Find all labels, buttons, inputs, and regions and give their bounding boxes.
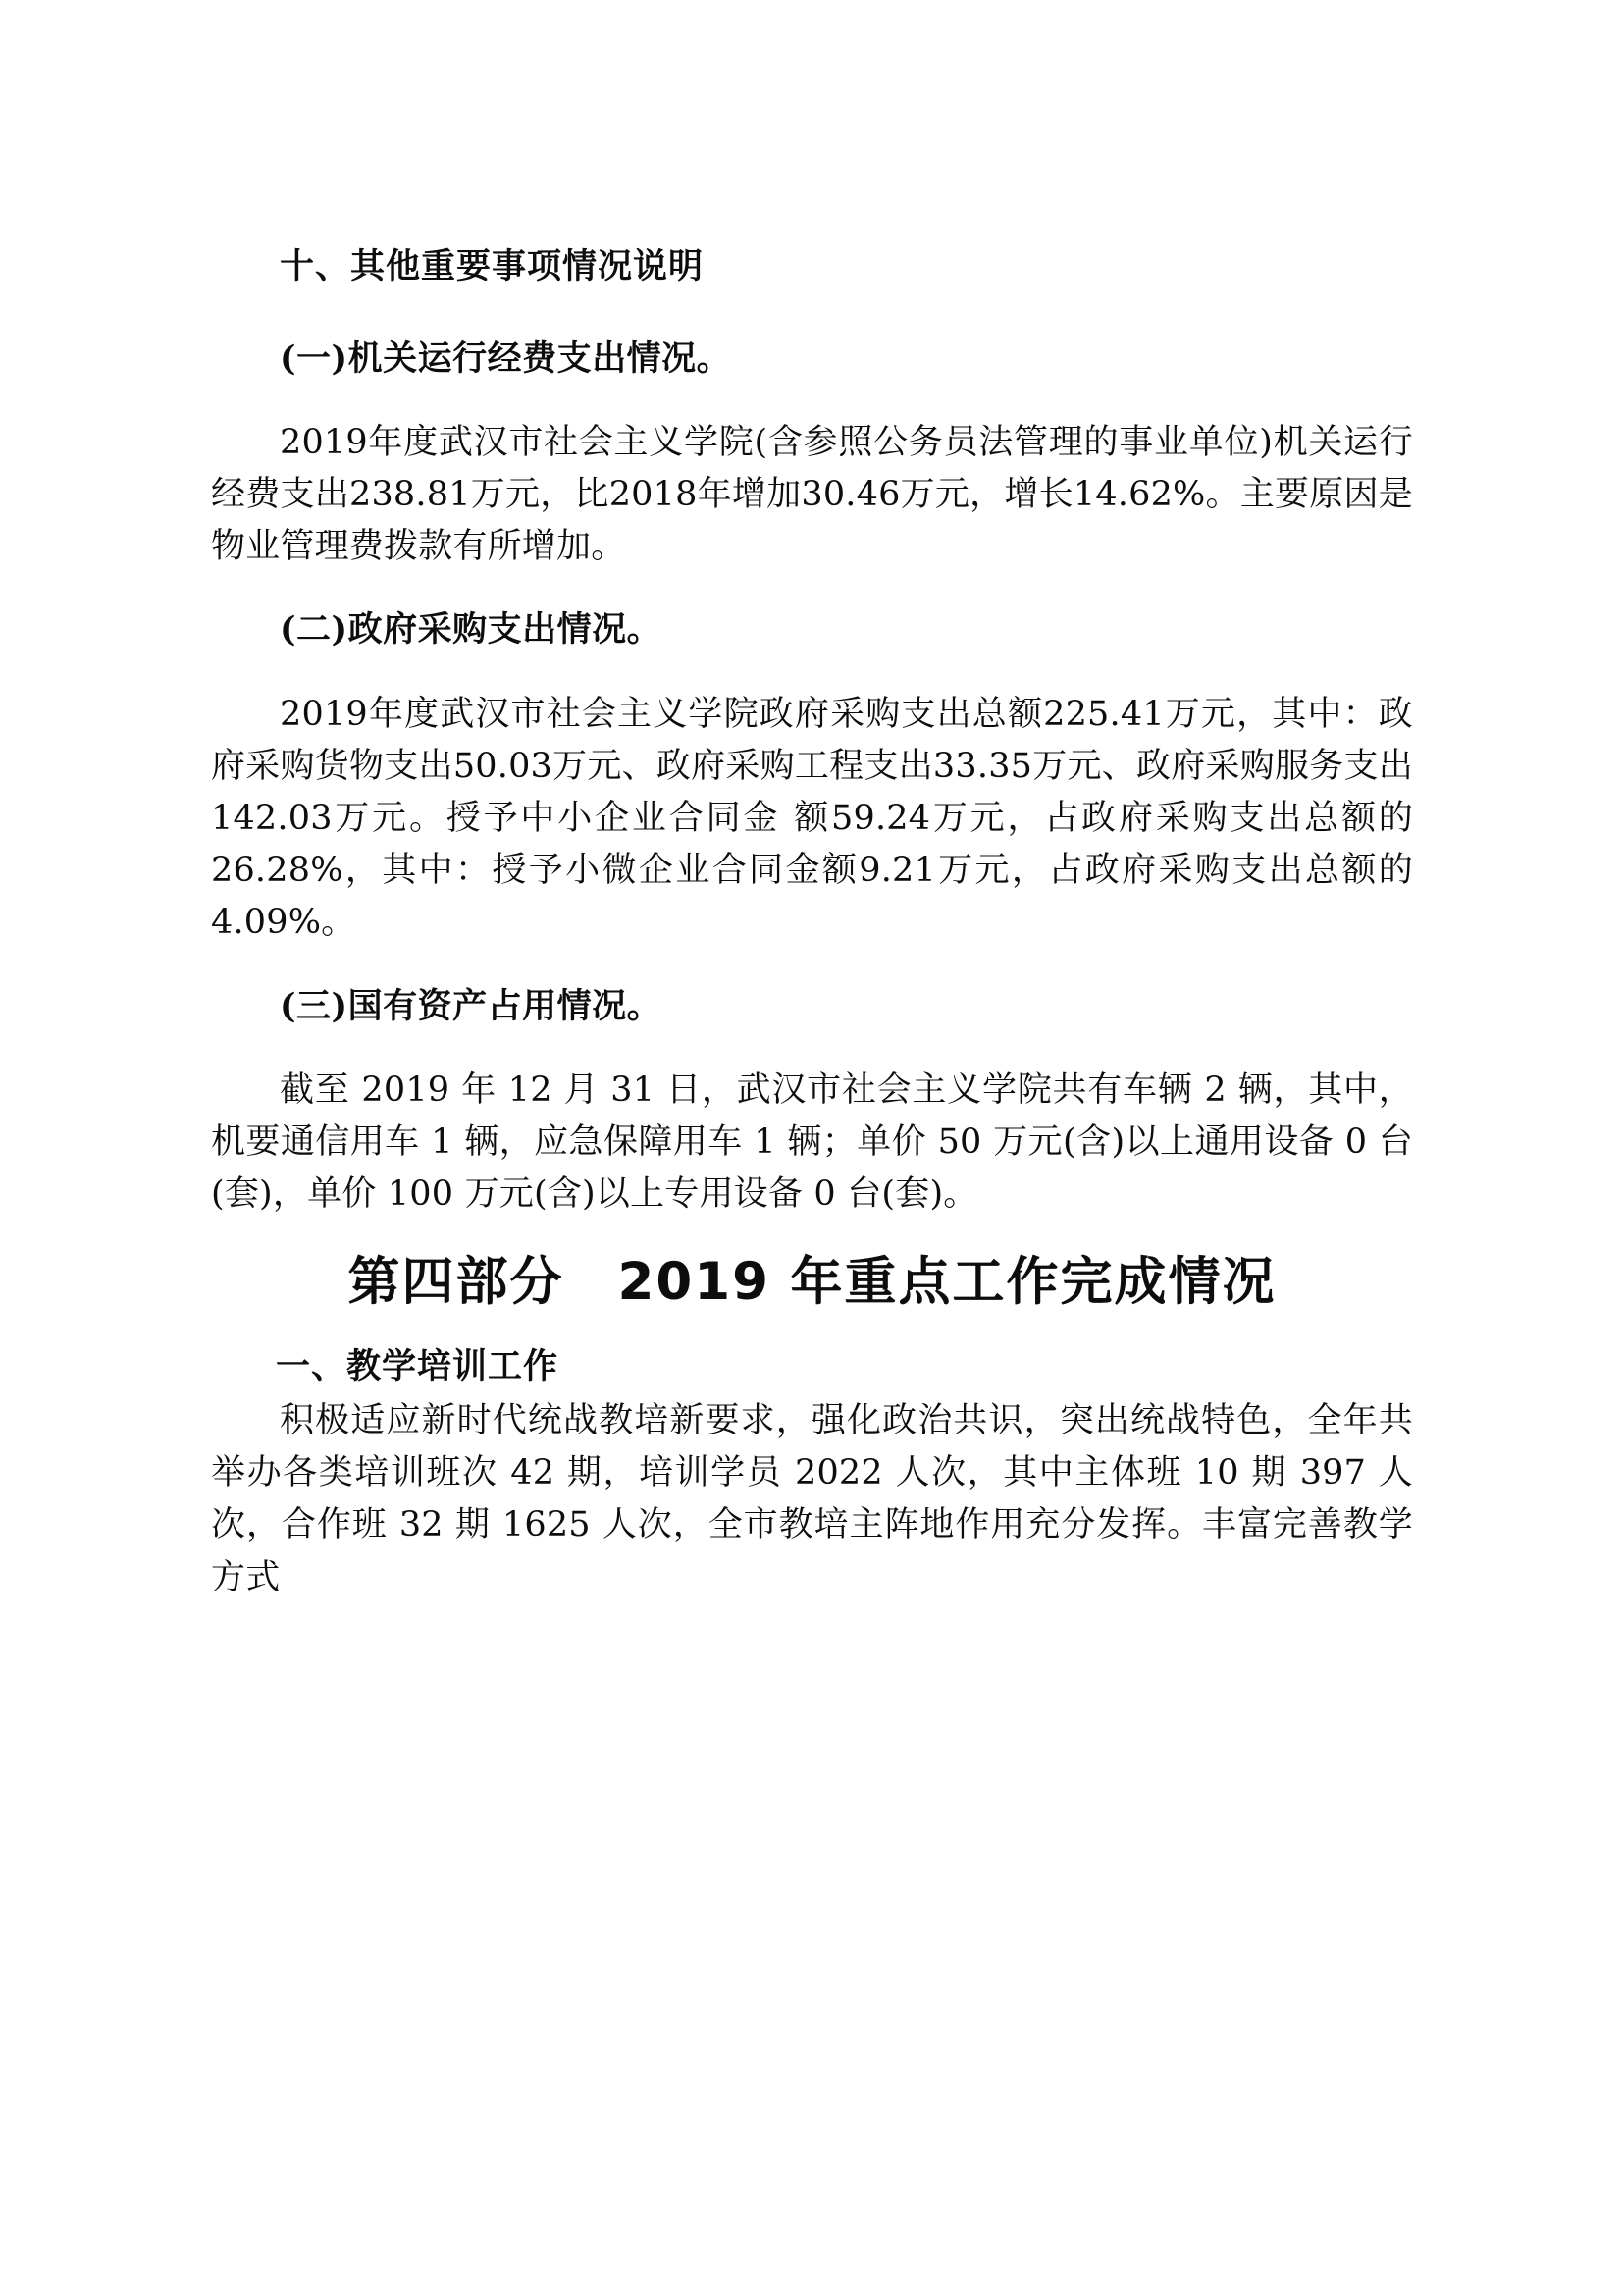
paragraph-government-procurement: 2019年度武汉市社会主义学院政府采购支出总额225.41万元，其中：政府采购货物支出50.03万元、政府采购工程支出33.35万元、政府采购服务支出142.03万元。授予中小企业合同金 额59.24万元，占政府采购支出总额的26.28%，其中：授予小微企业合同金额9.21万元，占政府采购支出总额的4.09%。 bbox=[211, 694, 1413, 943]
subsection-heading-two: (二)政府采购支出情况。 bbox=[280, 609, 662, 651]
paragraph-state-assets: 截至 2019 年 12 月 31 日，武汉市社会主义学院共有车辆 2 辆，其中，机要通信用车 1 辆，应急保障用车 1 辆；单价 50 万元(含)以上通用设备 0 台(套)，单价 100 万元(含)以上专用设备 0 台(套)。 bbox=[211, 1069, 1413, 1215]
topic-heading-teaching-training: 一、教学培训工作 bbox=[276, 1346, 559, 1386]
subsection-heading-one: (一)机关运行经费支出情况。 bbox=[280, 338, 732, 379]
paragraph-teaching-training: 积极适应新时代统战教培新要求，强化政治共识，突出统战特色，全年共举办各类培训班次 42 期，培训学员 2022 人次，其中主体班 10 期 397 人次，合作班 32 期 1625 人次，全市教培主阵地作用充分发挥。丰富完善教学方式 bbox=[211, 1401, 1413, 1597]
part-four-title: 第四部分 2019 年重点工作完成情况 bbox=[347, 1252, 1277, 1313]
subsection-heading-three: (三)国有资产占用情况。 bbox=[280, 985, 662, 1026]
section-heading-ten: 十、其他重要事项情况说明 bbox=[280, 247, 705, 287]
paragraph-operating-expenses: 2019年度武汉市社会主义学院(含参照公务员法管理的事业单位)机关运行经费支出238.81万元，比2018年增加30.46万元，增长14.62%。主要原因是物业管理费拨款有所增加。 bbox=[211, 422, 1413, 567]
document-body bbox=[211, 245, 1413, 1604]
